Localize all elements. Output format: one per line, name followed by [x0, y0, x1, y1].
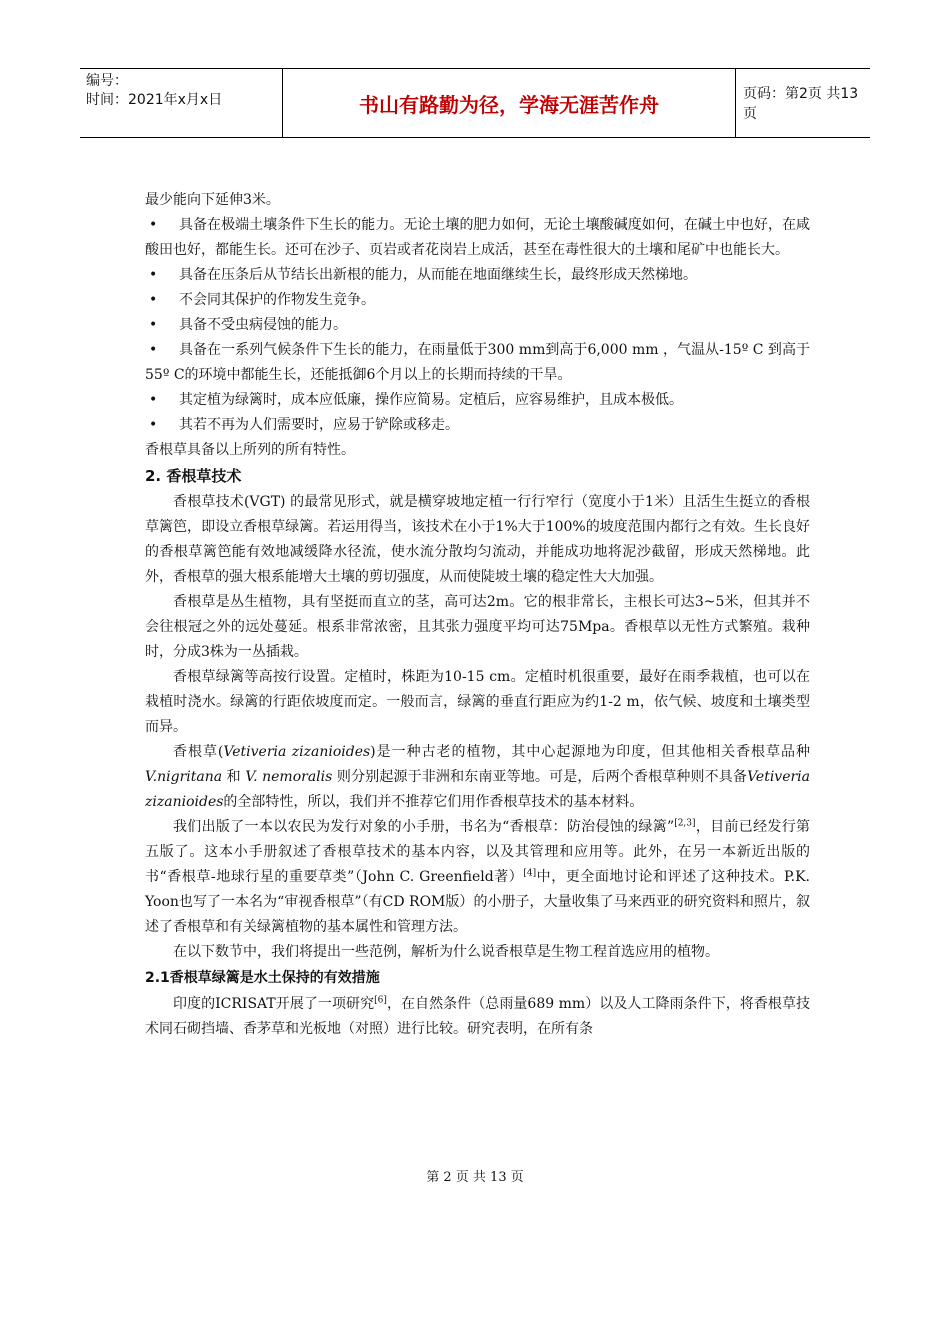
species-name: V.nigritana — [145, 769, 223, 785]
bullet-item: • 其若不再为人们需要时，应易于铲除或移走。 — [145, 413, 810, 438]
document-body — [145, 188, 810, 1042]
paragraph: 最少能向下延伸3米。 — [145, 192, 280, 208]
header-page-info: 页码：第2页 共13页 — [743, 86, 859, 122]
bullet-item: • 具备在压条后从节结长出新根的能力，从而能在地面继续生长，最终形成天然梯地。 — [145, 263, 810, 288]
citation: [6] — [374, 995, 387, 1006]
species-name: Vetiveria zizanioides — [223, 744, 371, 760]
text-run: ，在自然条件（总雨量689 mm）以及人工降雨条件下，将香根草技术同石砌挡墙、香茅草和光板地（对照）进行比较。研究表明，在所有条 — [145, 996, 810, 1037]
text-run: 印度的ICRISAT开展了一项研究 — [173, 996, 375, 1012]
header-motto: 书山有路勤为径，学海无涯苦作舟 — [283, 69, 736, 137]
text-run: 中，更全面地讨论和评述了这种技术。P.K. Yoon也写了一本名为“审视香根草”（有CD ROM版）的小册子，大量收集了马来西亚的研究资料和照片，叙述了香根草和有关绿篱植物的基本属性和管理方法。 — [145, 869, 810, 935]
page-footer: 第 2 页 共 13 页 — [426, 1170, 524, 1185]
paragraph: 香根草技术(VGT) 的最常见形式，就是横穿坡地定植一行行窄行（宽度小于1米）且活生生挺立的香根草篱笆，即设立香根草绿篱。若运用得当，该技术在小于1%大于100%的坡度范围内都行之有效。生长良好的香根草篱笆能有效地减缓降水径流，使水流分散均匀流动，并能成功地将泥沙截留，形成天然梯地。此外，香根草的强大根系能增大土壤的剪切强度，从而使陡坡土壤的稳定性大大加强。 — [145, 494, 810, 585]
species-name: Vetiveria zizanioides — [145, 769, 811, 810]
section-heading: 2. 香根草技术 — [145, 467, 242, 485]
citation: [2,3] — [674, 818, 696, 829]
header-date: 时间：2021年x月x日 — [86, 92, 223, 108]
paragraph: 香根草绿篱等高按行设置。定植时，株距为10-15 cm。定植时机很重要，最好在雨季栽植，也可以在栽植时浇水。绿篱的行距依坡度而定。一般而言，绿篱的垂直行距应为约1-2 m，依气候、坡度和土壤类型而异。 — [145, 669, 810, 735]
text-run: 则分别起源于非洲和东南亚等地。可是，后两个香根草种则不具备 — [332, 769, 748, 785]
text-run: 香根草( — [173, 744, 224, 760]
paragraph: 在以下数节中，我们将提出一些范例，解析为什么说香根草是生物工程首选应用的植物。 — [173, 944, 719, 960]
bullet-item: • 具备在一系列气候条件下生长的能力，在雨量低于300 mm到高于6,000 mm ，气温从-15º C 到高于 55º C的环境中都能生长，还能抵御6个月以上的长期而持续的干旱。 — [145, 338, 810, 388]
page-header — [80, 68, 870, 138]
paragraph: 香根草是丛生植物，具有坚挺而直立的茎，高可达2m。它的根非常长，主根长可达3~5米，但其并不会往根冠之外的远处蔓延。根系非常浓密，且其张力强度平均可达75Mpa。香根草以无性方式繁殖。栽种时，分成3株为一丛插栽。 — [145, 594, 810, 660]
species-name: V. nemoralis — [245, 769, 333, 785]
header-number-label: 编号： — [86, 73, 128, 89]
bullet-item: • 不会同其保护的作物发生竞争。 — [145, 288, 810, 313]
bullet-item: • 具备在极端土壤条件下生长的能力。无论土壤的肥力如何，无论土壤酸碱度如何，在碱土中也好，在咸酸田也好，都能生长。还可在沙子、页岩或者花岗岩上成活，甚至在毒性很大的土壤和尾矿中也能长大。 — [145, 213, 810, 263]
paragraph — [145, 815, 810, 940]
text-run: 的全部特性，所以，我们并不推荐它们用作香根草技术的基本材料。 — [223, 794, 644, 810]
paragraph: 香根草具备以上所列的所有特性。 — [145, 442, 355, 458]
bullet-item: • 其定植为绿篱时，成本应低廉，操作应简易。定植后，应容易维护，且成本极低。 — [145, 388, 810, 413]
header-meta — [80, 69, 283, 137]
subsection-heading: 2.1香根草绿篱是水土保持的有效措施 — [145, 970, 380, 986]
paragraph — [145, 740, 810, 815]
text-run: 和 — [222, 769, 246, 785]
text-run: 我们出版了一本以农民为发行对象的小手册，书名为“香根草：防治侵蚀的绿篱” — [173, 819, 675, 835]
text-run: )是一种古老的植物，其中心起源地为印度，但其他相关香根草品种 — [370, 744, 810, 760]
text-run: ，目前已经发行第五版了。这本小手册叙述了香根草技术的基本内容，以及其管理和应用等。此外，在另一本新近出版的书“香根草-地球行星的重要草类”（John C. Greenfield著） — [145, 819, 811, 885]
citation: [4] — [523, 868, 537, 879]
bullet-item: • 具备不受虫病侵蚀的能力。 — [145, 313, 810, 338]
paragraph — [145, 992, 810, 1042]
